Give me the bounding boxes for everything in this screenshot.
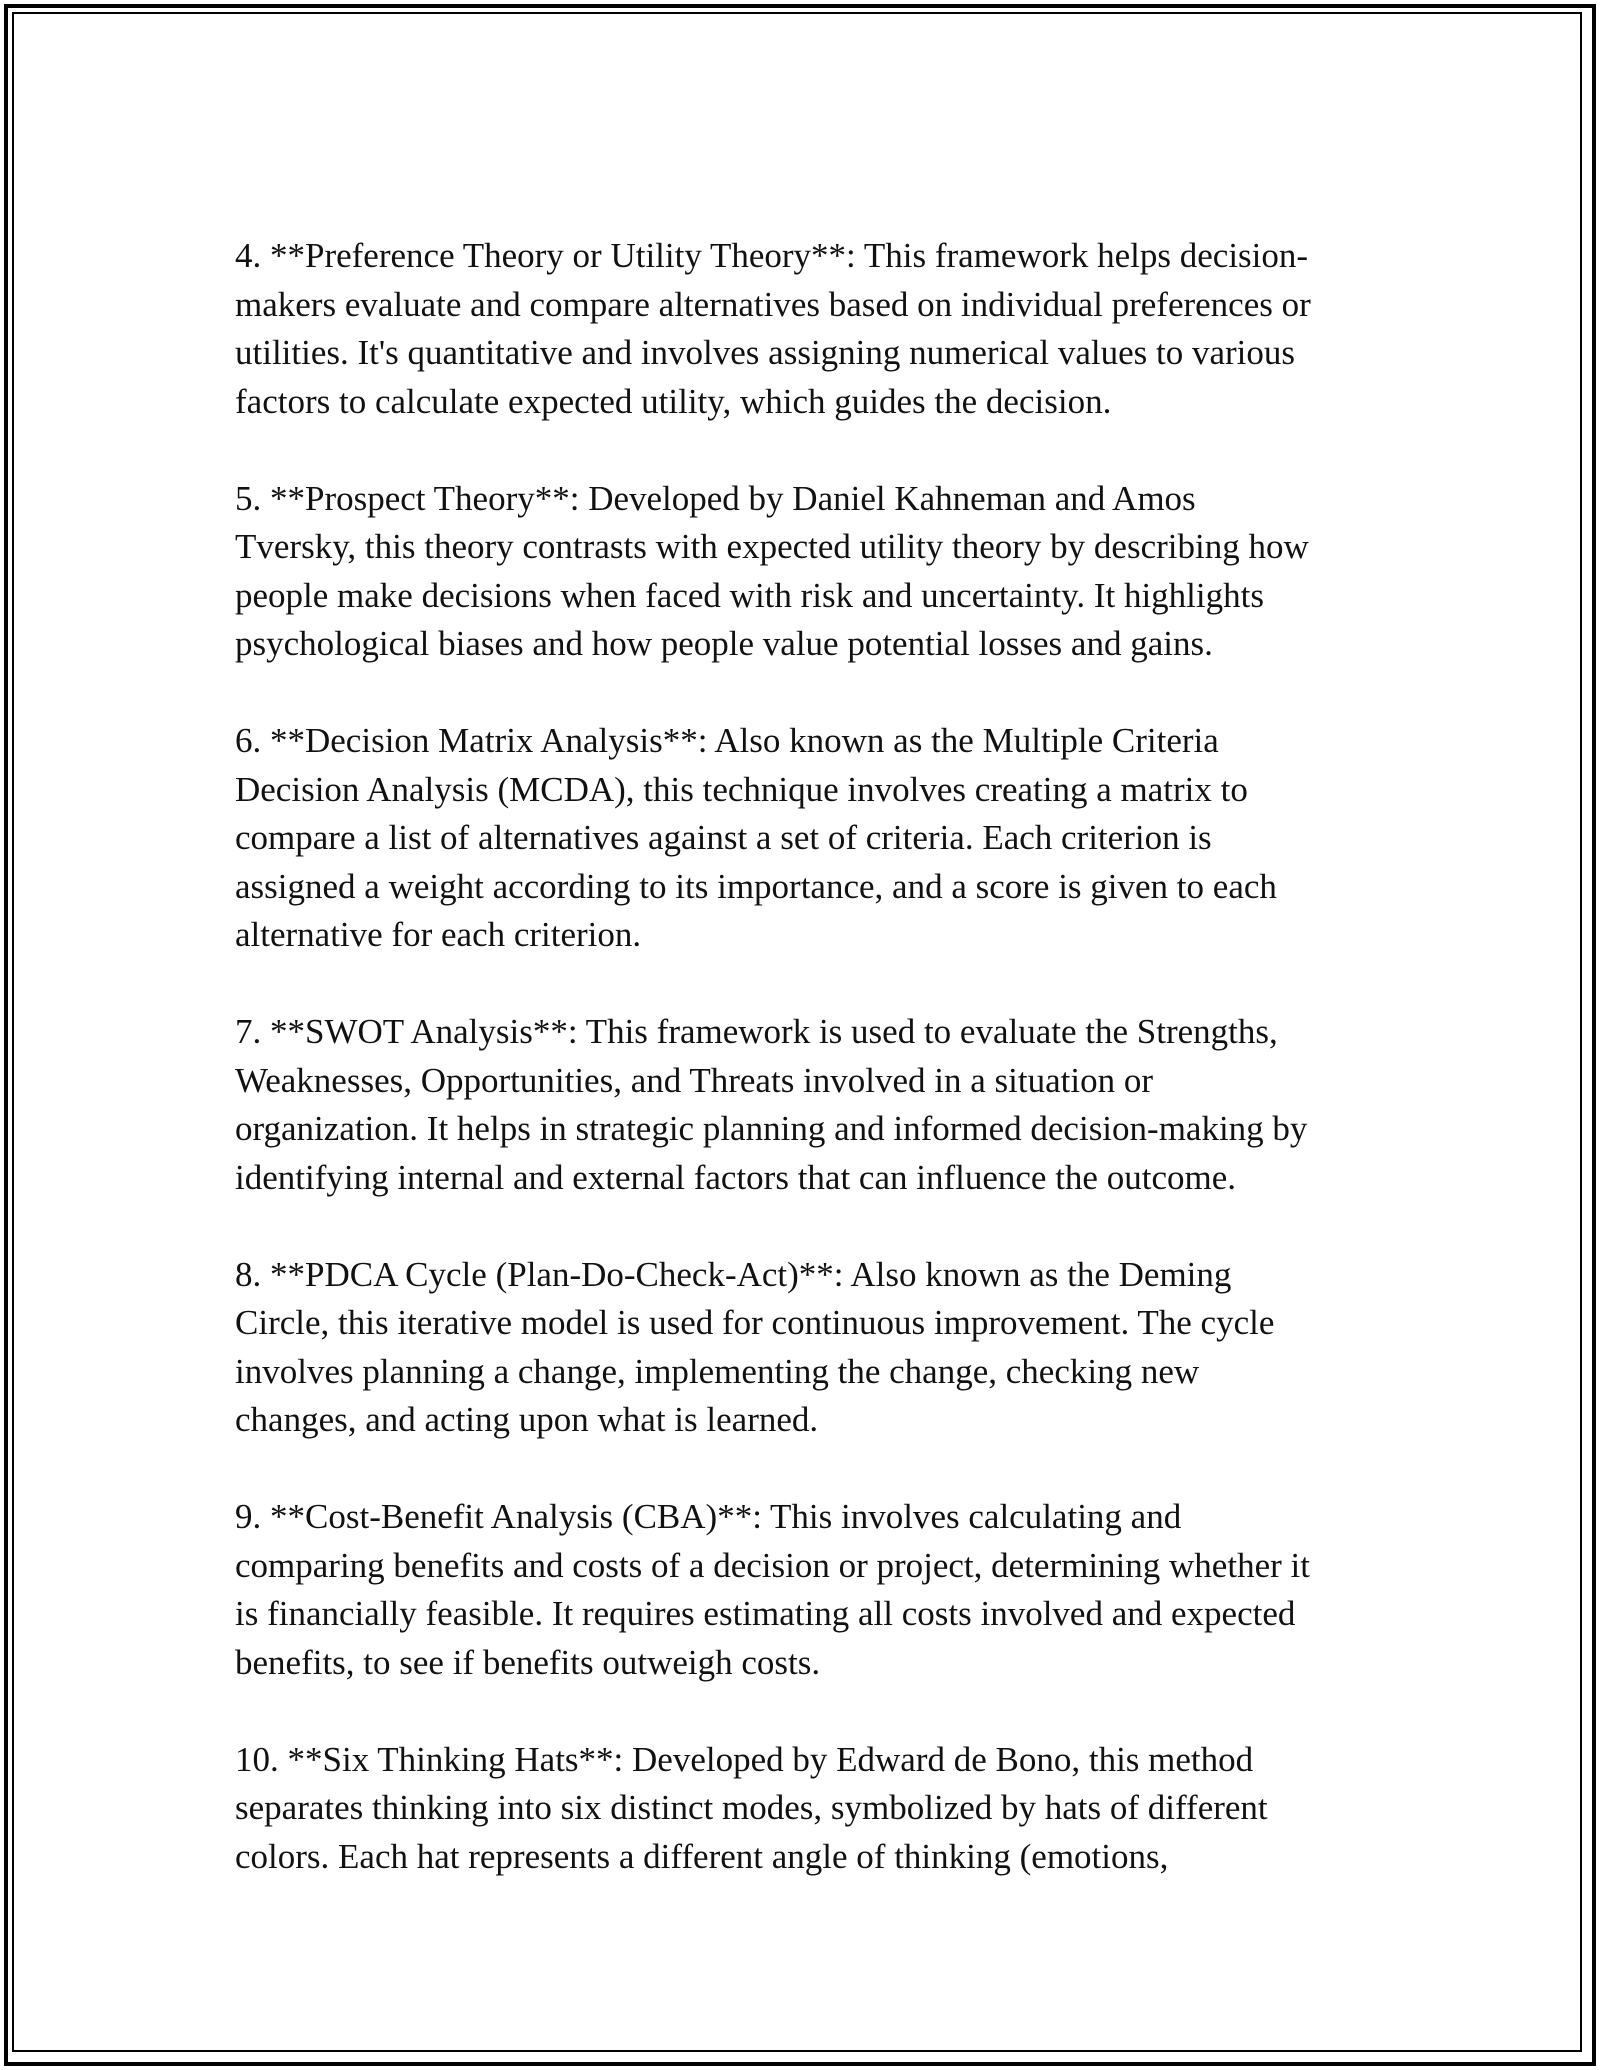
text-line: Decision Analysis (MCDA), this technique involves creating a matrix to bbox=[235, 769, 1248, 809]
text-line: 6. **Decision Matrix Analysis**: Also known as the Multiple Criteria bbox=[235, 721, 1219, 760]
text-line: Circle, this iterative model is used for continuous improvement. The cycle bbox=[235, 1303, 1275, 1342]
text-line: 8. **PDCA Cycle (Plan-Do-Check-Act)**: Also known as the Deming bbox=[235, 1254, 1232, 1294]
document-body bbox=[235, 232, 1375, 1930]
text-line: Tversky, this theory contrasts with expected utility theory by describing how bbox=[235, 527, 1309, 566]
text-line: separates thinking into six distinct modes, symbolized by hats of different bbox=[235, 1788, 1268, 1827]
text-line: alternative for each criterion. bbox=[235, 915, 642, 954]
paragraph-pdca-cycle bbox=[235, 1251, 1375, 1445]
text-line: compare a list of alternatives against a set of criteria. Each criterion is bbox=[235, 818, 1212, 857]
text-line: is financially feasible. It requires estimating all costs involved and expected bbox=[235, 1594, 1296, 1633]
paragraph-preference-theory bbox=[235, 232, 1375, 426]
text-line: involves planning a change, implementing the change, checking new bbox=[235, 1351, 1200, 1391]
text-line: 5. **Prospect Theory**: Developed by Daniel Kahneman and Amos bbox=[235, 478, 1196, 518]
text-line: benefits, to see if benefits outweigh costs. bbox=[235, 1642, 821, 1682]
text-line: 4. **Preference Theory or Utility Theory**: This framework helps decision- bbox=[235, 236, 1309, 275]
text-line: identifying internal and external factors that can influence the outcome. bbox=[235, 1157, 1236, 1197]
text-line: colors. Each hat represents a different angle of thinking (emotions, bbox=[235, 1836, 1169, 1876]
paragraph-prospect-theory bbox=[235, 475, 1375, 669]
text-line: changes, and acting upon what is learned. bbox=[235, 1400, 819, 1439]
text-line: 9. **Cost-Benefit Analysis (CBA)**: This involves calculating and bbox=[235, 1497, 1182, 1536]
text-line: Weaknesses, Opportunities, and Threats involved in a situation or bbox=[235, 1060, 1154, 1100]
text-line: 7. **SWOT Analysis**: This framework is used to evaluate the Strengths, bbox=[235, 1012, 1278, 1051]
text-line: psychological biases and how people value potential losses and gains. bbox=[235, 624, 1213, 663]
text-line: organization. It helps in strategic planning and informed decision-making by bbox=[235, 1109, 1308, 1148]
paragraph-cost-benefit bbox=[235, 1493, 1375, 1687]
text-line: assigned a weight according to its importance, and a score is given to each bbox=[235, 866, 1277, 906]
text-line: 10. **Six Thinking Hats**: Developed by Edward de Bono, this method bbox=[235, 1739, 1254, 1779]
paragraph-six-thinking-hats bbox=[235, 1736, 1375, 1882]
text-line: makers evaluate and compare alternatives based on individual preferences or bbox=[235, 284, 1311, 324]
text-line: comparing benefits and costs of a decision or project, determining whether it bbox=[235, 1545, 1310, 1585]
paragraph-decision-matrix bbox=[235, 717, 1375, 960]
text-line: utilities. It's quantitative and involves assigning numerical values to various bbox=[235, 333, 1295, 372]
text-line: factors to calculate expected utility, which guides the decision. bbox=[235, 381, 1112, 421]
text-line: people make decisions when faced with risk and uncertainty. It highlights bbox=[235, 575, 1264, 615]
paragraph-swot-analysis bbox=[235, 1008, 1375, 1202]
